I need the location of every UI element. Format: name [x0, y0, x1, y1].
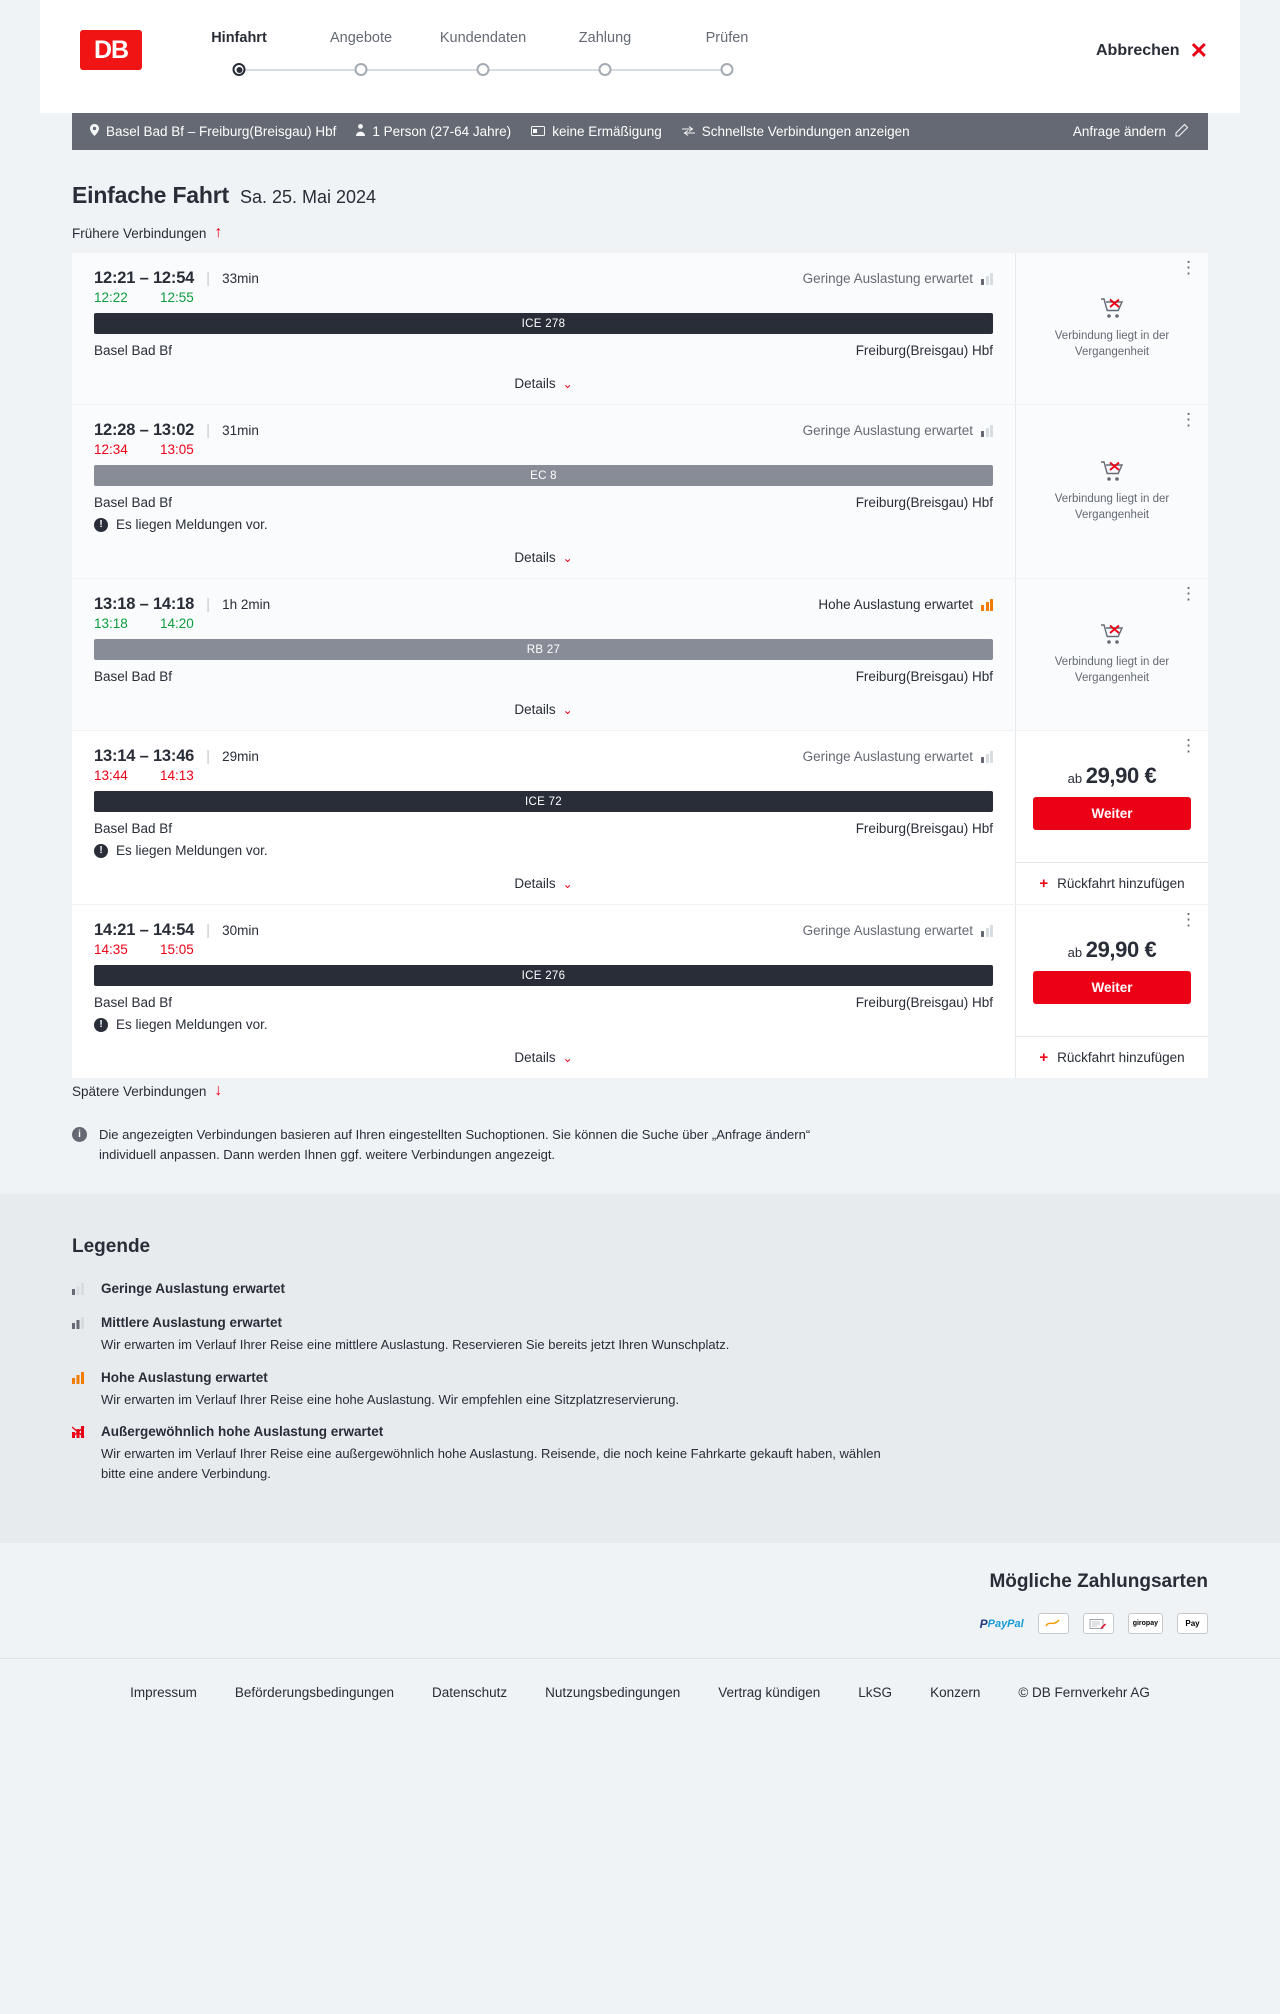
more-options-icon[interactable]: ⋮ [1180, 584, 1198, 603]
step-dot-icon [233, 63, 246, 76]
details-toggle[interactable] [94, 863, 993, 904]
actual-departure: 14:35 [94, 942, 128, 957]
occupancy-bars-icon [72, 1423, 88, 1483]
pencil-icon [1175, 124, 1188, 140]
service-warning-label: Es liegen Meldungen vor. [116, 1017, 268, 1032]
step-connector [483, 69, 605, 71]
destination-station: Freiburg(Breisgau) Hbf [855, 821, 993, 836]
price-prefix: ab [1067, 945, 1083, 960]
details-toggle[interactable] [94, 537, 993, 578]
connection-header [94, 269, 993, 288]
actual-arrival: 14:20 [160, 616, 194, 631]
destination-station: Freiburg(Breisgau) Hbf [855, 669, 993, 684]
past-connection-notice [1016, 253, 1208, 404]
divider: | [206, 922, 211, 939]
footer-link[interactable]: Beförderungsbedingungen [234, 1685, 395, 1700]
plus-icon: + [1039, 1049, 1049, 1066]
legend-item-title: Hohe Auslastung erwartet [101, 1369, 268, 1385]
connection-duration: 31min [222, 423, 259, 438]
stations [94, 995, 993, 1010]
connection-offer [1016, 405, 1208, 578]
actual-times [94, 768, 993, 783]
legend-item [72, 1280, 1208, 1300]
person-icon [356, 124, 365, 139]
origin-station: Basel Bad Bf [94, 495, 173, 510]
actual-departure: 12:22 [94, 290, 128, 305]
occupancy-bars-icon [981, 751, 993, 763]
legend-text [101, 1423, 891, 1483]
connection-details [72, 731, 1016, 904]
search-hint-text: Die angezeigten Verbindungen basieren auf Ihren eingestellten Suchoptionen. Sie können die Suche über „Anfrage ändern“ individuell anpassen. Dann werden Ihnen ggf. weitere Verbindungen angezeigt. [99, 1127, 811, 1162]
connection-duration: 30min [222, 923, 259, 938]
connection-offer [1016, 253, 1208, 404]
step-label: Angebote [329, 30, 393, 46]
legend-item-desc: Wir erwarten im Verlauf Ihrer Reise eine hohe Auslastung. Wir empfehlen eine Sitzplatzreservierung. [101, 1391, 680, 1407]
divider: | [206, 270, 211, 287]
step-dot-icon [477, 63, 490, 76]
connection-header [94, 747, 993, 766]
summary-passengers-label: 1 Person (27-64 Jahre) [372, 124, 512, 139]
actual-times [94, 616, 993, 631]
search-summary-bar [72, 113, 1208, 150]
divider: | [206, 596, 211, 613]
footer-link[interactable]: LkSG [858, 1685, 893, 1700]
footer-link[interactable]: Vertrag kündigen [718, 1685, 821, 1700]
connection-time-range: 12:21 – 12:54 [94, 269, 195, 287]
step-prüfen[interactable] [666, 30, 788, 63]
actual-departure: 12:34 [94, 442, 128, 457]
continue-button[interactable]: Weiter [1033, 797, 1191, 830]
actual-departure: 13:18 [94, 616, 128, 631]
legend-item [72, 1423, 1208, 1483]
summary-discount [531, 124, 682, 139]
occupancy-label: Hohe Auslastung erwartet [818, 597, 973, 612]
step-dot-icon [355, 63, 368, 76]
occupancy-label: Geringe Auslastung erwartet [802, 923, 973, 938]
past-connection-label: Verbindung liegt in der Vergangenheit [1054, 656, 1170, 684]
connection-time-range: 13:14 – 13:46 [94, 747, 195, 765]
connection-offer [1016, 579, 1208, 730]
price-prefix: ab [1067, 771, 1083, 786]
train-name-bar: ICE 72 [94, 791, 993, 812]
occupancy-indicator [803, 423, 993, 438]
add-return-label: Rückfahrt hinzufügen [1057, 1050, 1185, 1065]
later-connections-label: Spätere Verbindungen [72, 1083, 207, 1099]
occupancy-bars-icon [72, 1369, 88, 1410]
connections-list [72, 253, 1208, 1079]
price [1068, 763, 1157, 789]
summary-option [682, 124, 930, 139]
more-options-icon[interactable]: ⋮ [1180, 258, 1198, 277]
alert-icon: ! [94, 1018, 108, 1032]
train-name-bar: EC 8 [94, 465, 993, 486]
connection-row [72, 731, 1208, 905]
arrow-down-icon: ↓ [214, 1082, 223, 1099]
earlier-connections-label: Frühere Verbindungen [72, 225, 207, 241]
main-content [72, 150, 1208, 1194]
connection-row [72, 405, 1208, 579]
footer-link[interactable]: Nutzungsbedingungen [545, 1685, 681, 1700]
step-label: Prüfen [705, 30, 749, 46]
destination-station: Freiburg(Breisgau) Hbf [855, 343, 993, 358]
more-options-icon[interactable]: ⋮ [1180, 910, 1198, 929]
connection-row [72, 905, 1208, 1079]
paypal-icon: P PayPal [979, 1616, 1024, 1631]
arrow-up-icon: ↑ [214, 224, 223, 241]
divider: | [206, 422, 211, 439]
stations [94, 669, 993, 684]
service-warning[interactable] [94, 843, 993, 858]
cancel-label: Abbrechen [1095, 42, 1180, 59]
details-label: Details [514, 550, 556, 565]
chevron-down-icon: ⌄ [562, 1051, 573, 1065]
past-connection-label: Verbindung liegt in der Vergangenheit [1054, 330, 1170, 358]
earlier-connections-button[interactable] [72, 221, 222, 245]
price-value: 29,90 € [1085, 763, 1157, 788]
occupancy-bars-icon [981, 925, 993, 937]
footer [0, 1658, 1280, 1734]
chevron-down-icon: ⌄ [562, 877, 573, 891]
app-header [40, 0, 1240, 113]
connection-row [72, 253, 1208, 405]
past-connection-notice [1016, 405, 1208, 578]
edit-search-button[interactable] [1073, 124, 1188, 140]
details-toggle[interactable] [94, 1037, 993, 1078]
destination-station: Freiburg(Breisgau) Hbf [855, 995, 993, 1010]
chevron-down-icon: ⌄ [562, 551, 573, 565]
connection-time-range: 13:18 – 14:18 [94, 595, 195, 613]
price [1068, 937, 1157, 963]
payment-icons [72, 1613, 1208, 1634]
chevron-down-icon: ⌄ [562, 703, 573, 717]
details-label: Details [514, 876, 556, 891]
origin-station: Basel Bad Bf [94, 343, 173, 358]
past-connection-label: Verbindung liegt in der Vergangenheit [1054, 493, 1170, 521]
close-icon: ✕ [1189, 38, 1208, 63]
occupancy-bars-icon [72, 1280, 88, 1300]
summary-route-label: Basel Bad Bf – Freiburg(Breisgau) Hbf [106, 124, 337, 139]
location-pin-icon [90, 124, 99, 139]
step-connector [239, 69, 361, 71]
step-hinfahrt[interactable] [178, 30, 300, 63]
price-value: 29,90 € [1085, 937, 1157, 962]
origin-station: Basel Bad Bf [94, 669, 173, 684]
applepay-icon: Pay [1177, 1613, 1208, 1634]
connection-details [72, 405, 1016, 578]
legend-item-title: Mittlere Auslastung erwartet [101, 1315, 283, 1330]
legend-items [72, 1280, 1208, 1483]
connection-duration: 1h 2min [222, 597, 271, 612]
service-warning-label: Es liegen Meldungen vor. [116, 517, 268, 532]
step-connector [361, 69, 483, 71]
occupancy-bars-icon [981, 599, 993, 611]
connection-duration: 33min [222, 271, 259, 286]
summary-passengers [356, 124, 531, 139]
db-logo: DB [80, 30, 142, 70]
sofort-icon [1038, 1613, 1069, 1634]
summary-route [90, 124, 356, 139]
connection-header [94, 421, 993, 440]
legend-item [72, 1369, 1208, 1410]
legend-item-desc: Wir erwarten im Verlauf Ihrer Reise eine außergewöhnlich hohe Auslastung. Reisende, die noch keine Fahrkarte gekauft haben, wählen bitte eine andere Verbindung. [101, 1446, 881, 1481]
occupancy-label: Geringe Auslastung erwartet [802, 423, 973, 438]
step-dot-icon [721, 63, 734, 76]
card-icon [531, 124, 545, 139]
trip-type-title: Einfache Fahrt [72, 182, 229, 208]
actual-times [94, 442, 993, 457]
step-label: Zahlung [578, 30, 632, 46]
details-toggle[interactable] [94, 363, 993, 404]
copyright: © DB Fernverkehr AG [1018, 1685, 1150, 1700]
checkout-stepper [178, 30, 788, 63]
payment-section [0, 1543, 1280, 1658]
cart-crossed-icon [1099, 296, 1125, 320]
price-offer [1016, 905, 1208, 1036]
giropay-icon: giropay [1128, 1613, 1163, 1634]
train-name-bar: RB 27 [94, 639, 993, 660]
details-label: Details [514, 1050, 556, 1065]
add-return-button[interactable] [1016, 1036, 1208, 1078]
connection-duration: 29min [222, 749, 259, 764]
occupancy-indicator [818, 597, 993, 612]
more-options-icon[interactable]: ⋮ [1180, 736, 1198, 755]
legend-text [101, 1314, 729, 1355]
stations [94, 343, 993, 358]
connection-time-range: 12:28 – 13:02 [94, 421, 195, 439]
origin-station: Basel Bad Bf [94, 821, 173, 836]
step-connector [605, 69, 727, 71]
service-warning-label: Es liegen Meldungen vor. [116, 843, 268, 858]
add-return-label: Rückfahrt hinzufügen [1057, 876, 1185, 891]
legend-text [101, 1369, 679, 1410]
details-label: Details [514, 702, 556, 717]
destination-station: Freiburg(Breisgau) Hbf [855, 495, 993, 510]
page-title [72, 182, 1208, 209]
step-label: Hinfahrt [211, 30, 267, 46]
legend-title: Legende [72, 1236, 151, 1257]
legend-section [0, 1194, 1280, 1543]
occupancy-bars-icon [72, 1314, 88, 1355]
step-zahlung[interactable] [544, 30, 666, 63]
actual-times [94, 290, 993, 305]
arrows-icon [682, 124, 695, 139]
actual-arrival: 13:05 [160, 442, 194, 457]
footer-link[interactable]: Konzern [930, 1685, 981, 1700]
stations [94, 821, 993, 836]
cancel-button[interactable] [1096, 40, 1208, 62]
past-connection-notice [1016, 579, 1208, 730]
actual-arrival: 12:55 [160, 290, 194, 305]
occupancy-bars-icon [981, 425, 993, 437]
divider: | [206, 748, 211, 765]
payment-title: Mögliche Zahlungsarten [989, 1571, 1208, 1592]
connection-offer [1016, 731, 1208, 904]
info-icon: i [72, 1127, 87, 1142]
alert-icon: ! [94, 518, 108, 532]
connection-header [94, 921, 993, 940]
actual-departure: 13:44 [94, 768, 128, 783]
origin-station: Basel Bad Bf [94, 995, 173, 1010]
details-toggle[interactable] [94, 689, 993, 730]
chevron-down-icon: ⌄ [562, 377, 573, 391]
step-dot-icon [599, 63, 612, 76]
lastschrift-icon [1083, 1613, 1114, 1634]
cart-crossed-icon [1099, 459, 1125, 483]
summary-option-label: Schnellste Verbindungen anzeigen [701, 124, 910, 139]
occupancy-label: Geringe Auslastung erwartet [802, 749, 973, 764]
service-warning[interactable] [94, 1017, 993, 1032]
edit-search-label: Anfrage ändern [1072, 124, 1166, 139]
actual-arrival: 14:13 [160, 768, 194, 783]
add-return-button[interactable] [1016, 862, 1208, 904]
service-warning[interactable] [94, 517, 993, 532]
connection-header [94, 595, 993, 614]
footer-links [72, 1685, 1208, 1700]
alert-icon: ! [94, 844, 108, 858]
legend-item-desc: Wir erwarten im Verlauf Ihrer Reise eine mittlere Auslastung. Reservieren Sie bereits jetzt Ihren Wunschplatz. [101, 1337, 730, 1352]
legend-text [101, 1280, 285, 1300]
legend-item-title: Geringe Auslastung erwartet [101, 1281, 286, 1296]
price-offer [1016, 731, 1208, 862]
legend-item [72, 1314, 1208, 1355]
train-name-bar: ICE 278 [94, 313, 993, 334]
legend-item-title: Außergewöhnlich hohe Auslastung erwartet [101, 1424, 384, 1439]
stations [94, 495, 993, 510]
summary-discount-label: keine Ermäßigung [552, 124, 662, 139]
connection-row [72, 579, 1208, 731]
step-angebote[interactable] [300, 30, 422, 63]
step-kundendaten[interactable] [422, 30, 544, 63]
connection-details [72, 905, 1016, 1078]
connection-time-range: 14:21 – 14:54 [94, 921, 195, 939]
actual-arrival: 15:05 [160, 942, 194, 957]
more-options-icon[interactable]: ⋮ [1180, 410, 1198, 429]
continue-button[interactable]: Weiter [1033, 971, 1191, 1004]
details-label: Details [514, 376, 556, 391]
occupancy-label: Geringe Auslastung erwartet [802, 271, 973, 286]
step-label: Kundendaten [439, 30, 527, 46]
footer-link[interactable]: Datenschutz [432, 1685, 508, 1700]
trip-date: Sa. 25. Mai 2024 [239, 187, 377, 207]
occupancy-indicator [803, 271, 993, 286]
search-hint [72, 1125, 862, 1164]
occupancy-indicator [803, 749, 993, 764]
connection-details [72, 579, 1016, 730]
footer-link[interactable]: Impressum [130, 1685, 197, 1700]
occupancy-bars-icon [981, 273, 993, 285]
actual-times [94, 942, 993, 957]
connection-details [72, 253, 1016, 404]
cart-crossed-icon [1099, 622, 1125, 646]
occupancy-indicator [803, 923, 993, 938]
later-connections-button[interactable] [72, 1079, 222, 1103]
train-name-bar: ICE 276 [94, 965, 993, 986]
plus-icon: + [1039, 875, 1049, 892]
connection-offer [1016, 905, 1208, 1078]
